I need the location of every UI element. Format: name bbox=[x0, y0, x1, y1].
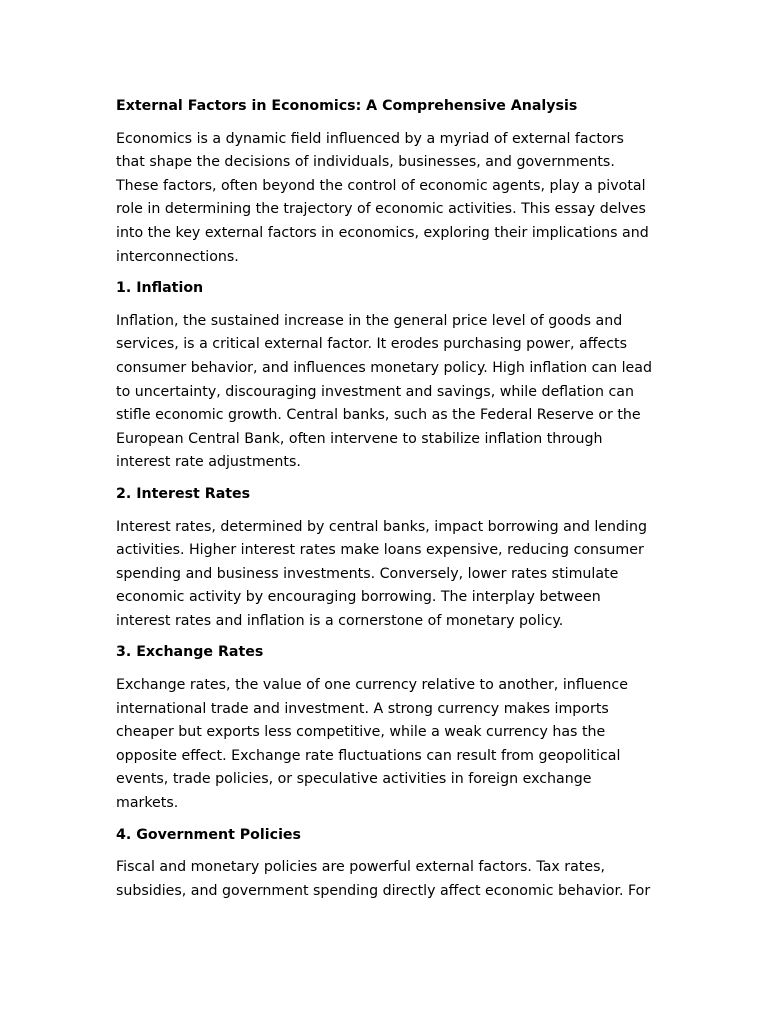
section-body-interest-rates: Interest rates, determined by central banks, impact borrowing and lending activities. Higher interest rates make loans expensive, reducing consumer spending and business investments. Conversely, lower rates stimulate economic activity by encouraging borrowing. The interplay between interest rates and inflation is a cornerstone of monetary policy. bbox=[116, 518, 647, 629]
section-heading-exchange-rates: 3. Exchange Rates bbox=[116, 644, 264, 661]
document-page bbox=[116, 95, 656, 903]
section-body-inflation: Inflation, the sustained increase in the general price level of goods and services, is a critical external factor. It erodes purchasing power, affects consumer behavior, and influences monetary policy. High inflation can lead to uncertainty, discouraging investment and savings, while deflation can stifle economic growth. Central banks, such as the Federal Reserve or the European Central Bank, often intervene to stabilize inflation through interest rate adjustments. bbox=[116, 312, 652, 471]
section-body-exchange-rates: Exchange rates, the value of one currency relative to another, influence international trade and investment. A strong currency makes imports cheaper but exports less competitive, while a weak currency has the opposite effect. Exchange rate fluctuations can result from geopolitical events, trade policies, or speculative activities in foreign exchange markets. bbox=[116, 677, 628, 812]
document-title: External Factors in Economics: A Comprehensive Analysis bbox=[116, 98, 578, 114]
section-heading-interest-rates: 2. Interest Rates bbox=[116, 485, 251, 502]
section-heading-inflation: 1. Inflation bbox=[116, 280, 204, 297]
intro-paragraph: Economics is a dynamic field influenced by a myriad of external factors that shape the decisions of individuals, businesses, and governments. These factors, often beyond the control of economic agents, play a pivotal role in determining the trajectory of economic activities. This essay delves into the key external factors in economics, exploring their implications and interconnections. bbox=[116, 130, 649, 265]
section-heading-government-policies: 4. Government Policies bbox=[116, 826, 301, 843]
section-body-government-policies: Fiscal and monetary policies are powerful external factors. Tax rates, subsidies, and government spending directly affect economic behavior. For bbox=[116, 859, 651, 899]
